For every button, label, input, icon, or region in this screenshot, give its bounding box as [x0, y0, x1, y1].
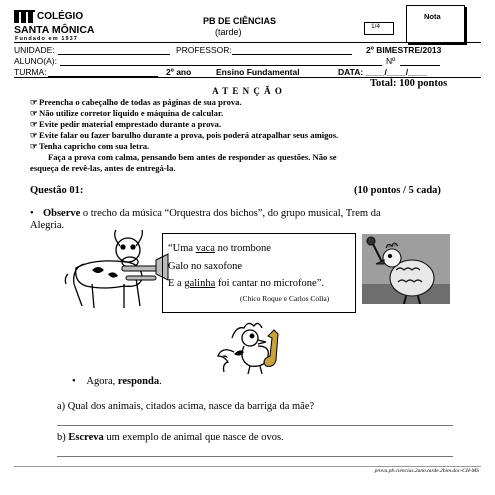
- question-title: Questão 01:: [30, 185, 84, 196]
- unidade-field[interactable]: [58, 54, 170, 55]
- numero-field[interactable]: [400, 65, 440, 66]
- label-serie: 2º ano: [166, 67, 192, 77]
- attention-item: ☞Evite falar ou fazer barulho durante a prova, pois poderá atrapalhar seus amigos.: [30, 130, 339, 140]
- attention-item: ☞Preencha o cabeçalho de todas as páginas de sua prova.: [30, 97, 242, 107]
- total-points: Total: 100 pontos: [370, 78, 448, 89]
- question-intro: • Observe o trecho da música “Orquestra dos bichos”, do grupo musical, Trem da: [30, 208, 381, 219]
- school-logo-icon: [14, 10, 36, 24]
- school-founded: Fundado em 1937: [15, 36, 78, 42]
- question-points: (10 pontos / 5 cada): [354, 185, 441, 196]
- attention-note-line1: Faça a prova com calma, pensando bem antes de responder as questões. Não se: [48, 152, 337, 162]
- answer-line-a[interactable]: [57, 425, 453, 426]
- footer-text: prova.pb.ciencias.2ano.tarde.2bim.doc-CH-MS: [374, 468, 479, 474]
- lyrics-line2: Galo no saxofone: [168, 261, 243, 272]
- exam-shift: (tarde): [215, 27, 242, 37]
- lyrics-line1: “Uma vaca no trombone: [168, 243, 271, 254]
- hand-pointer-icon: ☞: [30, 97, 38, 107]
- label-turma: TURMA:: [14, 67, 47, 77]
- attention-item: ☞Evite pedir material emprestado durante a prova.: [30, 119, 222, 129]
- attention-item: ☞Não utilize corretor líquido e máquina de calcular.: [30, 108, 224, 118]
- answer-line-b[interactable]: [57, 456, 453, 457]
- page-number: 1/4: [371, 23, 381, 30]
- question-b: b) Escreva um exemplo de animal que nasce de ovos.: [57, 432, 284, 443]
- grade-box-label: Nota: [424, 12, 441, 21]
- label-aluno: ALUNO(A):: [14, 56, 57, 66]
- question-a: a) Qual dos animais, citados acima, nasce da barriga da mãe?: [57, 401, 315, 412]
- chicken-singer-icon: [362, 234, 450, 304]
- school-name-line1: COLÉGIO: [37, 11, 84, 22]
- bullet: •: [30, 208, 34, 219]
- aluno-field[interactable]: [60, 65, 382, 66]
- lyrics-line3: E a galinha foi cantar no microfone”.: [168, 278, 324, 289]
- answer-prompt: • Agora, responda.: [72, 376, 162, 387]
- label-nivel: Ensino Fundamental: [216, 67, 300, 77]
- question-intro-line2: Alegria.: [30, 220, 65, 231]
- label-numero: Nº: [386, 56, 396, 66]
- label-bimestre: 2º BIMESTRE/2013: [366, 45, 442, 55]
- hand-pointer-icon: ☞: [30, 141, 38, 151]
- school-name-line2: SANTA MÔNICA: [14, 24, 95, 36]
- bullet: •: [72, 376, 76, 387]
- hand-pointer-icon: ☞: [30, 130, 38, 140]
- rooster-saxophone-icon: [214, 316, 292, 376]
- grade-box[interactable]: [406, 5, 465, 43]
- attention-item: ☞Tenha capricho com sua letra.: [30, 141, 150, 151]
- header-divider: [14, 42, 481, 43]
- exam-title: PB DE CIÊNCIAS: [203, 16, 277, 26]
- cow-trombone-icon: [64, 228, 169, 310]
- attention-note-line2: esqueça de revê-las, antes de entregá-la.: [30, 163, 176, 173]
- professor-field[interactable]: [232, 54, 352, 55]
- school-logo: [14, 9, 104, 45]
- hand-pointer-icon: ☞: [30, 119, 38, 129]
- label-data[interactable]: DATA: ____/____/____: [338, 67, 427, 77]
- hand-pointer-icon: ☞: [30, 108, 38, 118]
- attention-title: A T E N Ç Ã O: [212, 86, 283, 96]
- footer-divider: [14, 466, 481, 467]
- label-unidade: UNIDADE:: [14, 45, 55, 55]
- label-professor: PROFESSOR:: [176, 45, 232, 55]
- lyrics-credit: (Chico Roque e Carlos Colla): [240, 294, 330, 303]
